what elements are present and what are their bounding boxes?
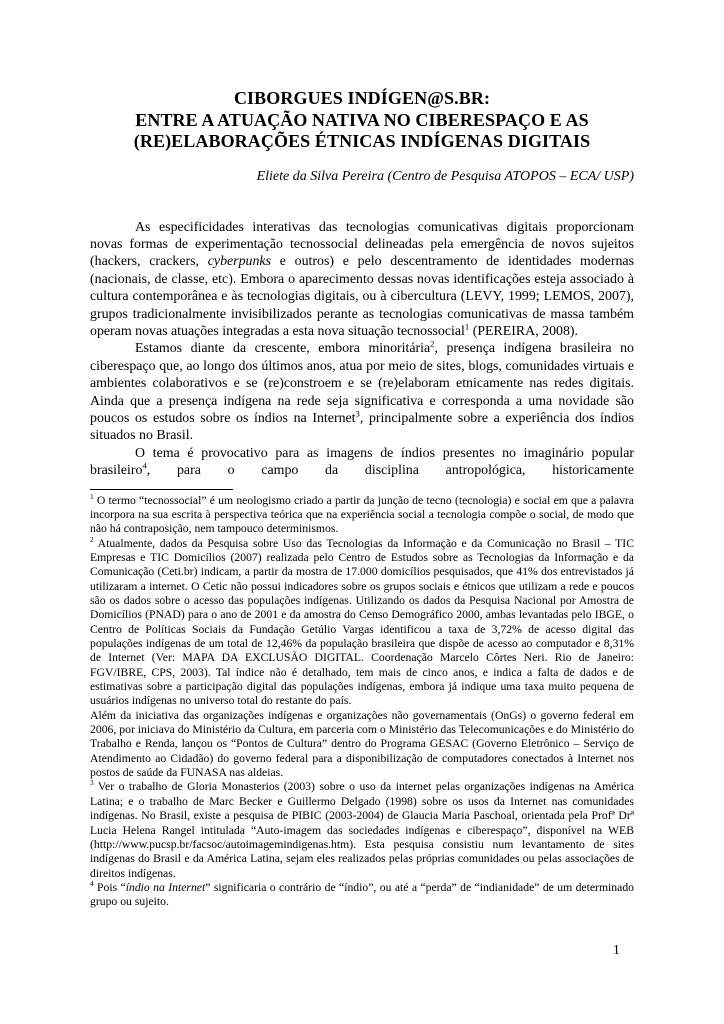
footnotes-section	[90, 494, 634, 910]
title-line-1: CIBORGUES INDÍGEN@S.BR:	[233, 88, 491, 108]
title-line-2: ENTRE A ATUAÇÃO NATIVA NO CIBERESPAÇO E AS	[135, 109, 589, 130]
footnote-3: $^3$ Ver o trabalho de Gloria Monasterios (2003) sobre o uso da internet pelas organizações indígenas na América Latina; e o trabalho de Marc Becker e Guillermo Delgado (1998) sobre os usos da Internet nas comunidades indígenas. No Brasil, existe a pesquisa de PIBIC (2003-2004) de Glaucia Maria Paschoal, orientada pela Profª Drª Lucia Helena Rangel intitulada “Auto-imagem das sociedades indígenas e ciberespaço”, disponível na WEB (http://www.pucsp.br/facsoc/autoimagemindigenas.htm). Esta pesquisa consistiu num levantamento de sites indígenas do Brasil e da América Latina, sejam eles realizados pelas próprias comunidades ou pelas associações de direitos indígenas.	[90, 779, 634, 880]
footnote-1: $^1$ O termo “tecnossocial” é um neologismo criado a partir da junção de tecno (tecnologia) e social em que a palavra incorpora na sua escrita à perspectiva teórica que na experiência social a tecnologia compõe o social, de modo que não há contraposição, nem tampouco determinismos.	[90, 492, 634, 536]
footnote-ref: 4	[142, 460, 147, 471]
footnote-ref: 1	[90, 492, 94, 501]
paragraph-2: Estamos diante da crescente, embora minoritária$^2$, presença indígena brasileira no ciberespaço que, ao longo dos últimos anos, atua por meio de sites, blogs, comunidades virtuais e ambientes colaborativos e se (re)constroem e se (re)elaboram etnicamente nas redes digitais. Ainda que a presença indígena na rede seja significativa e corresponda a uma novidade são poucos os estudos sobre os índios na Internet$^3$, principalmente sobre a experiência dos índios situados no Brasil.	[90, 338, 634, 444]
body-text	[90, 219, 634, 480]
italic-text: cyberpunks	[207, 254, 271, 270]
paper-title	[90, 88, 634, 153]
paragraph-3: O tema é provocativo para as imagens de índios presentes no imaginário popular brasileiro$^4$, para o campo da disciplina antropológica, historicamente	[90, 445, 634, 479]
text-column	[90, 0, 634, 910]
paragraph-1: As especificidades interativas das tecnologias comunicativas digitais proporcionam novas formas de experimentação tecnossocial delineadas pela emergência de novos sujeitos (hackers, crackers, cyberpunks e outros) e pelo descentramento de identidades modernas (nacionais, de classe, etc). Embora o aparecimento dessas novas identificações esteja associado à cultura contemporânea e às tecnologias digitais, ou à cibercultura (LEVY, 1999; LEMOS, 2007), grupos tradicionalmente invisibilizados perante as tecnologias comunicativas de massa também operam novas atuações integradas a esta nova situação tecnossocial$^1$ (PEREIRA, 2008).	[90, 219, 635, 339]
footnote-ref: 2	[430, 338, 435, 349]
footnote-ref: 3	[90, 779, 94, 788]
footnote-separator	[90, 489, 233, 490]
page-number: 1	[613, 942, 620, 957]
footnote-ref: 4	[90, 879, 94, 888]
footnote-ref: 3	[355, 408, 360, 419]
footnote-2: $^2$ Atualmente, dados da Pesquisa sobre Uso das Tecnologias da Informação e da Comunicação no Brasil – TIC Empresas e TIC Domicílios (2007) realizada pelo Centro de Estudos sobre as Tecnologias da Informação e da Comunicação (Ceti.br) indicam, a partir da mostra de 17.000 domicílios pesquisados, que 41% dos entrevistados já utilizaram a internet. O Cetic não possui indicadores sobre os grupos sociais e étnicos que utilizam a rede e poucos são os dados sobre o acesso das populações indígenas. Utilizando os dados da Pesquisa Nacional por Amostra de Domicílios (PNAD) para o ano de 2001 e da amostra do Censo Demográfico 2000, ambas levantadas pelo IBGE, o Centro de Políticas Sociais da Fundação Getúlio Vargas identificou a taxa de 3,72% de acesso digital das populações indígenas de um total de 12,46% da população brasileira que dispõe de acesso ao computador e 8,31% de Internet (Ver: MAPA DA EXCLUSÃO DIGITAL. Coordenação Marcelo Côrtes Neri. Rio de Janeiro: FGV/IBRE, CPS, 2003). Tal índice não é detalhado, tem mais de cinco anos, e indica a falta de dados e de estimativas sobre a participação digital das populações indígenas, embora já indique uma taxa muito pequena de usuários indígenas no universo total do restante do país. Além da iniciativa das organizações indígenas e organizações não governamentais (OnGs) o governo federal em 2006, por iniciava do Ministério da Cultura, em parceria com o Ministério das Telecomunicações e do Ministério do Trabalho e Renda, lançou os “Pontos de Cultura” dentro do Programa GESAC (Governo Eletrônico – Serviço de Atendimento ao Cidadão) do governo federal para a disponibilização de computadores conectados à Internet nos postos de saúde da FUNASA nas aldeias.	[90, 535, 634, 780]
footnote-ref: 1	[464, 321, 470, 332]
footnote-ref: 2	[90, 535, 94, 544]
italic-text: índio na Internet	[125, 880, 206, 894]
author-line: Eliete da Silva Pereira (Centro de Pesquisa ATOPOS – ECA/ USP)	[256, 168, 634, 184]
footnote-4: $^4$ Pois “índio na Internet” significaria o contrário de “índio”, ou até a “perda” de “indianidade” de um determinado grupo ou sujeito.	[90, 879, 635, 909]
title-line-3: (RE)ELABORAÇÕES ÉTNICAS INDÍGENAS DIGITAIS	[133, 131, 591, 151]
